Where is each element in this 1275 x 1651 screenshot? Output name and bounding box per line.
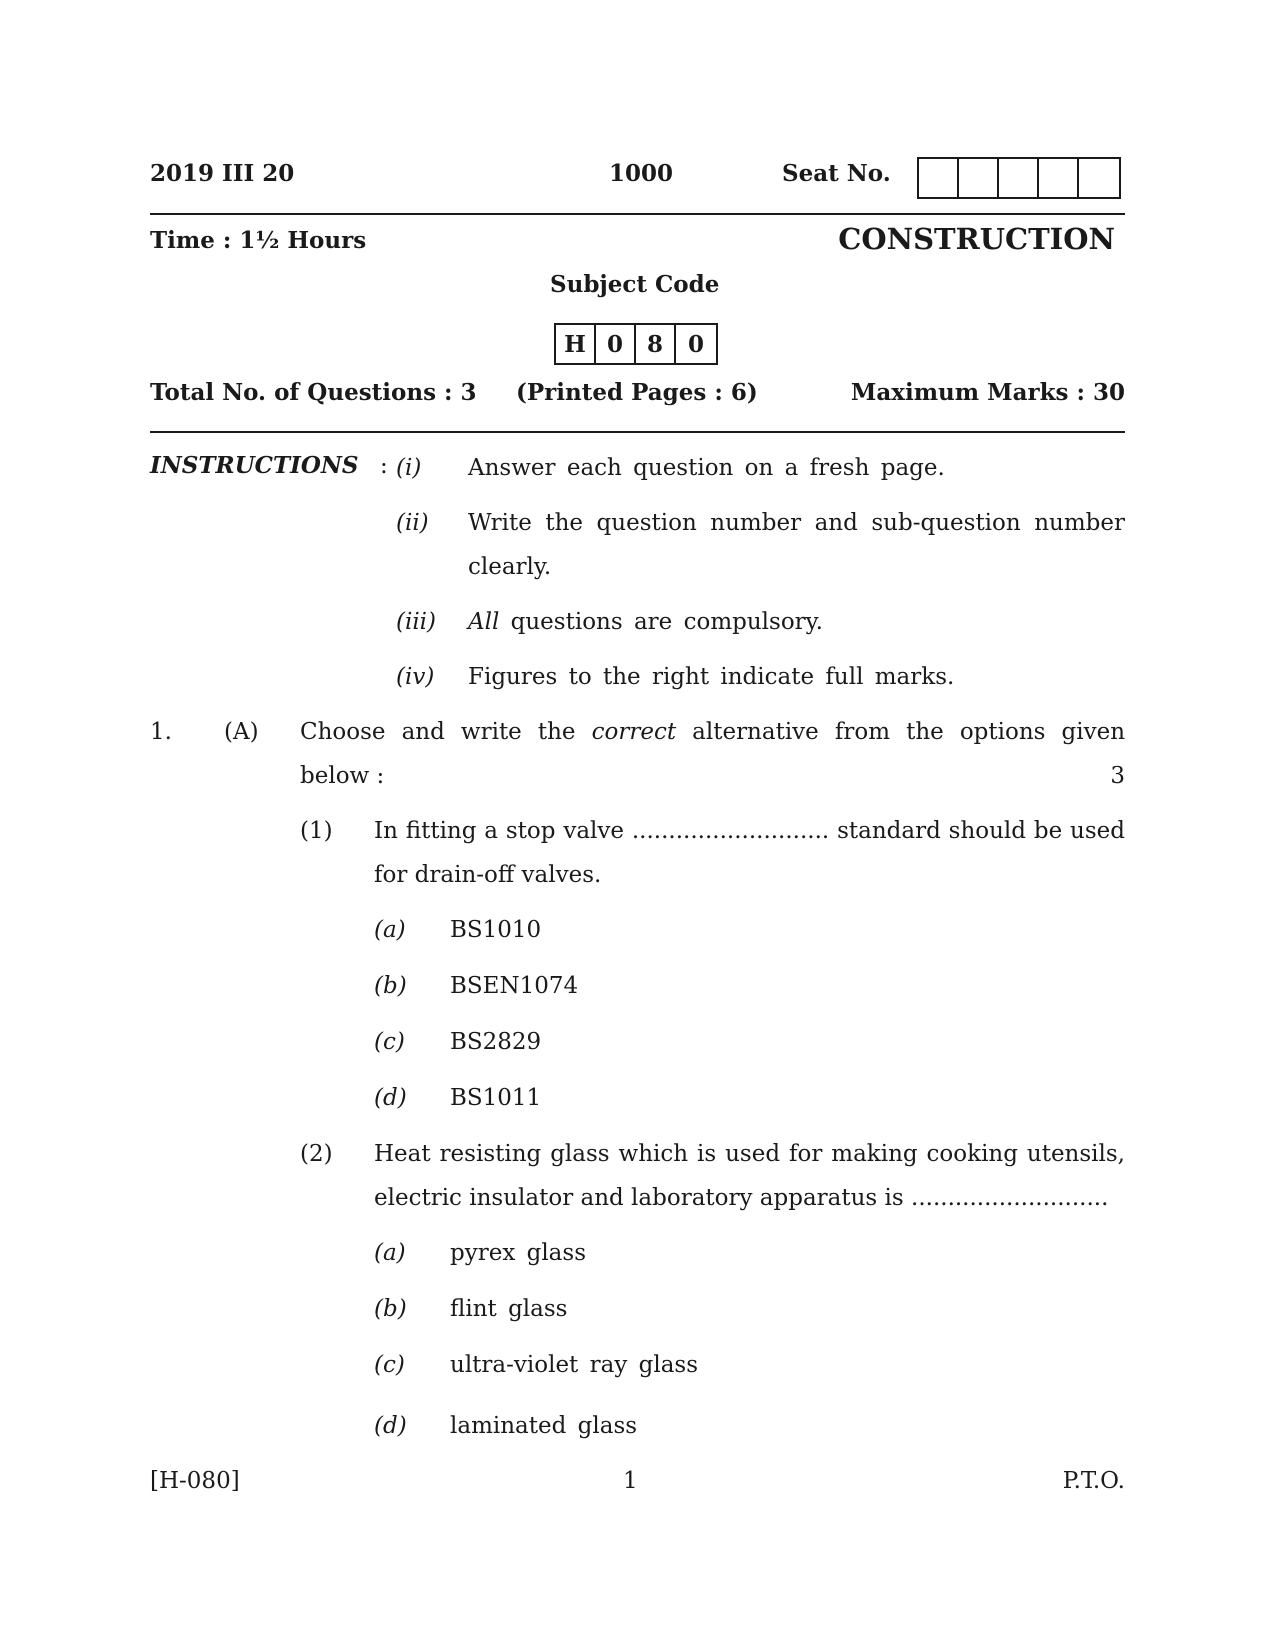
please-turn-over: P.T.O.	[1062, 1468, 1125, 1494]
printed-pages: (Printed Pages : 6)	[516, 379, 758, 406]
sub-question-text: In fitting a stop valve ........................... standard should be used	[374, 818, 1125, 844]
instruction-text	[468, 609, 823, 635]
paper-code: 2019 III 20	[150, 160, 295, 187]
sub-question-number: (1)	[300, 818, 333, 844]
subject-code-label: Subject Code	[550, 271, 720, 298]
instruction-number: (iii)	[396, 609, 437, 635]
question-text-cont: below :	[300, 763, 385, 789]
sub-question-text-cont: electric insulator and laboratory apparatus is ...........................	[374, 1185, 1109, 1211]
sub-question-text-cont: for drain-off valves.	[374, 862, 602, 888]
option-text: ultra-violet ray glass	[450, 1352, 699, 1378]
question-text-b: alternative from the options given	[692, 719, 1126, 745]
option-text: BSEN1074	[450, 973, 579, 999]
header-rule-bottom	[150, 431, 1125, 433]
page-number: 1	[623, 1468, 638, 1494]
question-text	[300, 719, 1125, 745]
maximum-marks: Maximum Marks : 30	[850, 379, 1125, 406]
seat-label: Seat No.	[782, 160, 891, 187]
option-text: laminated glass	[450, 1413, 638, 1439]
instruction-text: Write the question number and sub-question number	[468, 510, 1125, 536]
subject-code-char: 0	[596, 325, 636, 363]
subject-title: CONSTRUCTION	[838, 222, 1115, 256]
option-label: (a)	[374, 917, 406, 943]
option-text: BS2829	[450, 1029, 542, 1055]
instruction-emphasis: All	[468, 609, 500, 635]
question-marks: 3	[1110, 763, 1125, 789]
question-text-a: Choose and write the	[300, 719, 576, 745]
question-number: 1.	[150, 719, 172, 745]
seat-box[interactable]	[919, 159, 959, 197]
option-text: BS1011	[450, 1085, 542, 1111]
seat-box[interactable]	[999, 159, 1039, 197]
footer-paper-code: [H-080]	[150, 1468, 240, 1494]
seat-box[interactable]	[1039, 159, 1079, 197]
option-label: (d)	[374, 1085, 407, 1111]
instruction-text-cont: clearly.	[468, 554, 552, 580]
time-label: Time : 1½ Hours	[150, 227, 367, 254]
instruction-number: (ii)	[396, 510, 429, 536]
option-text: BS1010	[450, 917, 542, 943]
instruction-text-rest: questions are compulsory.	[510, 609, 823, 635]
instruction-text: Figures to the right indicate full marks.	[468, 664, 955, 690]
sub-question-number: (2)	[300, 1141, 333, 1167]
seat-number-boxes[interactable]	[917, 157, 1121, 199]
option-label: (b)	[374, 1296, 407, 1322]
instruction-number: (iv)	[396, 664, 435, 690]
copies-count: 1000	[609, 160, 674, 187]
seat-box[interactable]	[959, 159, 999, 197]
option-label: (d)	[374, 1413, 407, 1439]
instructions-heading: INSTRUCTIONS	[150, 452, 359, 479]
subject-code-char: 0	[687, 330, 704, 358]
option-label: (c)	[374, 1029, 405, 1055]
option-label: (c)	[374, 1352, 405, 1378]
instructions-colon: :	[380, 453, 388, 479]
total-questions: Total No. of Questions : 3	[150, 379, 477, 406]
subject-code-char: 8	[636, 325, 676, 363]
option-label: (b)	[374, 973, 407, 999]
option-text: flint glass	[450, 1296, 568, 1322]
option-label: (a)	[374, 1240, 406, 1266]
header-rule-top	[150, 213, 1125, 215]
instruction-text: Answer each question on a fresh page.	[468, 455, 945, 481]
subject-code-boxes	[554, 323, 718, 365]
option-text: pyrex glass	[450, 1240, 587, 1266]
subject-code-char: H	[556, 325, 596, 363]
sub-question-text: Heat resisting glass which is used for making cooking utensils,	[374, 1141, 1125, 1167]
question-part: (A)	[224, 719, 259, 745]
instruction-number: (i)	[396, 455, 422, 481]
question-emphasis: correct	[591, 719, 677, 745]
seat-box[interactable]	[1079, 159, 1119, 197]
